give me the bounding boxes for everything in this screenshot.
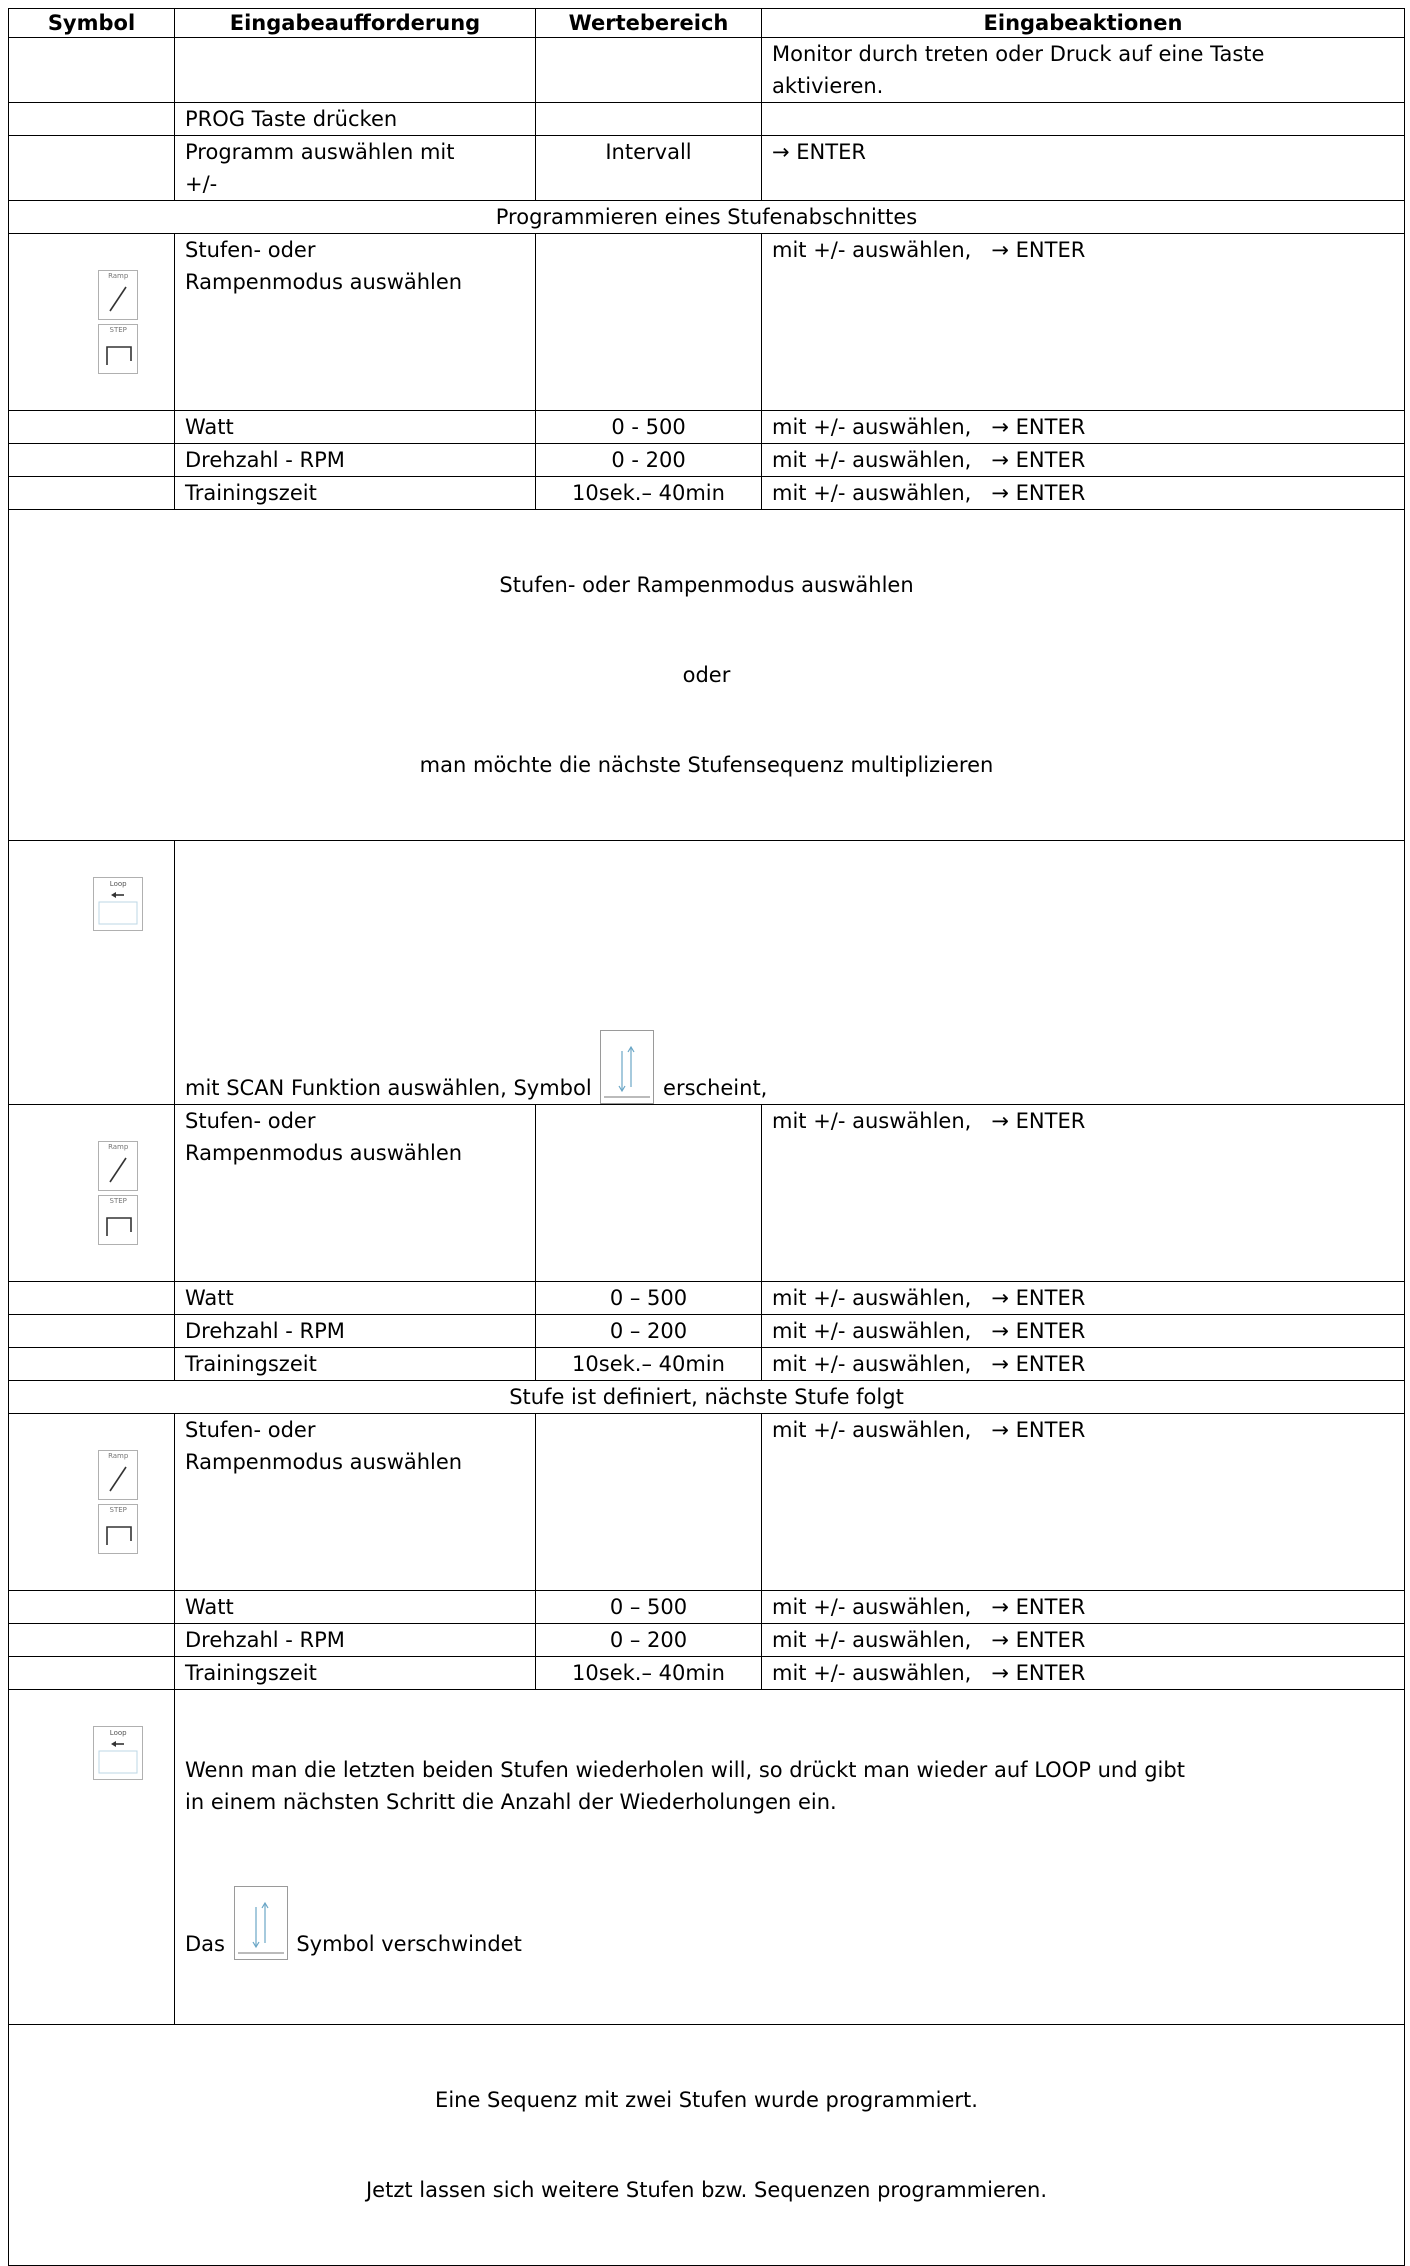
range-cell: 10sek.– 40min bbox=[536, 477, 762, 510]
header-symbol: Symbol bbox=[9, 9, 175, 38]
mode-symbols bbox=[9, 1105, 175, 1282]
table-row bbox=[9, 103, 1405, 136]
ramp-icon-label: Ramp bbox=[108, 272, 129, 280]
loop-text-before: Das bbox=[185, 1932, 232, 1956]
range-cell bbox=[536, 103, 762, 136]
step-icon-label: STEP bbox=[109, 326, 127, 334]
scan-text-before: mit SCAN Funktion auswählen, Symbol bbox=[185, 1076, 599, 1100]
table-row bbox=[9, 38, 1405, 103]
step-icon-label: STEP bbox=[109, 1197, 127, 1205]
prompt-cell: Watt bbox=[175, 1282, 536, 1315]
table-row bbox=[9, 1105, 1405, 1282]
prompt-cell: Drehzahl - RPM bbox=[175, 1624, 536, 1657]
prompt-cell: Trainingszeit bbox=[175, 477, 536, 510]
range-cell: 0 - 200 bbox=[536, 444, 762, 477]
scan-row-cell bbox=[175, 841, 1405, 1105]
action-cell: mit +/- auswählen, → ENTER bbox=[762, 234, 1405, 411]
header-actions: Eingabeaktionen bbox=[762, 9, 1405, 38]
table-row bbox=[9, 1282, 1405, 1315]
range-cell: 0 – 500 bbox=[536, 1591, 762, 1624]
section-title: Stufe ist definiert, nächste Stufe folgt bbox=[9, 1381, 1405, 1414]
range-cell bbox=[536, 38, 762, 103]
ramp-icon bbox=[98, 1450, 138, 1500]
table-row bbox=[9, 1348, 1405, 1381]
action-cell: mit +/- auswählen, → ENTER bbox=[762, 1282, 1405, 1315]
scan-icon bbox=[600, 1030, 654, 1104]
loop-description-cell bbox=[175, 1690, 1405, 2025]
prompt-cell: Stufen- oder Rampenmodus auswählen bbox=[175, 1414, 536, 1591]
range-cell: 0 – 500 bbox=[536, 1282, 762, 1315]
range-cell: 10sek.– 40min bbox=[536, 1657, 762, 1690]
table-row bbox=[9, 1591, 1405, 1624]
action-cell: mit +/- auswählen, → ENTER bbox=[762, 1657, 1405, 1690]
prompt-cell bbox=[175, 38, 536, 103]
table-row bbox=[9, 444, 1405, 477]
section-title-row bbox=[9, 2025, 1405, 2266]
step-icon bbox=[98, 1504, 138, 1554]
table-row bbox=[9, 234, 1405, 411]
loop-symbol-cell bbox=[9, 841, 175, 1105]
action-cell: → ENTER bbox=[762, 136, 1405, 201]
loop-text-after: Symbol verschwindet bbox=[289, 1932, 522, 1956]
action-cell bbox=[762, 103, 1405, 136]
action-cell: mit +/- auswählen, → ENTER bbox=[762, 1591, 1405, 1624]
loop-icon bbox=[93, 877, 143, 931]
header-range: Wertebereich bbox=[536, 9, 762, 38]
section-title: Programmieren eines Stufenabschnittes bbox=[9, 201, 1405, 234]
program-table bbox=[8, 8, 1405, 2266]
prompt-cell: Stufen- oder Rampenmodus auswählen bbox=[175, 1105, 536, 1282]
table-row bbox=[9, 136, 1405, 201]
section-line: man möchte die nächste Stufensequenz multiplizieren bbox=[419, 753, 994, 777]
prompt-cell: PROG Taste drücken bbox=[175, 103, 536, 136]
section-line: Stufen- oder Rampenmodus auswählen bbox=[499, 573, 914, 597]
prompt-cell: Trainingszeit bbox=[175, 1657, 536, 1690]
final-note bbox=[9, 2025, 1405, 2266]
final-line: Jetzt lassen sich weitere Stufen bzw. Sequenzen programmieren. bbox=[365, 2178, 1048, 2202]
loop-icon-label: Loop bbox=[109, 880, 127, 888]
scan-text-after: erscheint, bbox=[656, 1076, 768, 1100]
mode-symbols bbox=[9, 1414, 175, 1591]
ramp-icon bbox=[98, 1141, 138, 1191]
table-row bbox=[9, 1315, 1405, 1348]
prompt-cell: Watt bbox=[175, 411, 536, 444]
action-cell: mit +/- auswählen, → ENTER bbox=[762, 1624, 1405, 1657]
range-cell: 0 – 200 bbox=[536, 1315, 762, 1348]
prompt-cell: Programm auswählen mit +/- bbox=[175, 136, 536, 201]
final-line: Eine Sequenz mit zwei Stufen wurde programmiert. bbox=[435, 2088, 978, 2112]
ramp-icon bbox=[98, 270, 138, 320]
loop-symbol-cell bbox=[9, 1690, 175, 2025]
ramp-icon-label: Ramp bbox=[108, 1143, 129, 1151]
action-cell: mit +/- auswählen, → ENTER bbox=[762, 1105, 1405, 1282]
table-row bbox=[9, 841, 1405, 1105]
action-cell: mit +/- auswählen, → ENTER bbox=[762, 1348, 1405, 1381]
action-cell: mit +/- auswählen, → ENTER bbox=[762, 1315, 1405, 1348]
section-line: oder bbox=[682, 663, 731, 687]
prompt-cell: Stufen- oder Rampenmodus auswählen bbox=[175, 234, 536, 411]
header-row bbox=[9, 9, 1405, 38]
step-icon-label: STEP bbox=[109, 1506, 127, 1514]
scan-icon bbox=[234, 1886, 288, 1960]
loop-icon bbox=[93, 1726, 143, 1780]
section-title-row bbox=[9, 1381, 1405, 1414]
action-cell: mit +/- auswählen, → ENTER bbox=[762, 477, 1405, 510]
mode-symbols bbox=[9, 234, 175, 411]
table-row bbox=[9, 411, 1405, 444]
loop-text: Wenn man die letzten beiden Stufen wiederholen will, so drückt man wieder auf LOOP und gibt in einem nächsten Schritt die Anzahl der Wiederholungen ein. bbox=[185, 1758, 1185, 1814]
table-row bbox=[9, 1657, 1405, 1690]
prompt-cell: Drehzahl - RPM bbox=[175, 444, 536, 477]
step-icon bbox=[98, 1195, 138, 1245]
header-prompt: Eingabeaufforderung bbox=[175, 9, 536, 38]
range-cell: 10sek.– 40min bbox=[536, 1348, 762, 1381]
prompt-cell: Trainingszeit bbox=[175, 1348, 536, 1381]
step-icon bbox=[98, 324, 138, 374]
section-title-row bbox=[9, 201, 1405, 234]
table-row bbox=[9, 1624, 1405, 1657]
loop-symbol-line bbox=[185, 1886, 1394, 1960]
ramp-icon-label: Ramp bbox=[108, 1452, 129, 1460]
range-cell: 0 – 200 bbox=[536, 1624, 762, 1657]
action-cell: mit +/- auswählen, → ENTER bbox=[762, 411, 1405, 444]
action-cell: mit +/- auswählen, → ENTER bbox=[762, 1414, 1405, 1591]
table-row bbox=[9, 1690, 1405, 2025]
section-title bbox=[9, 510, 1405, 841]
section-title-row bbox=[9, 510, 1405, 841]
prompt-cell: Watt bbox=[175, 1591, 536, 1624]
table-row bbox=[9, 1414, 1405, 1591]
action-cell: mit +/- auswählen, → ENTER bbox=[762, 444, 1405, 477]
prompt-cell: Drehzahl - RPM bbox=[175, 1315, 536, 1348]
range-cell: Intervall bbox=[536, 136, 762, 201]
loop-icon-label: Loop bbox=[109, 1729, 127, 1737]
range-cell: 0 - 500 bbox=[536, 411, 762, 444]
action-cell: Monitor durch treten oder Druck auf eine Taste aktivieren. bbox=[762, 38, 1405, 103]
table-row bbox=[9, 477, 1405, 510]
